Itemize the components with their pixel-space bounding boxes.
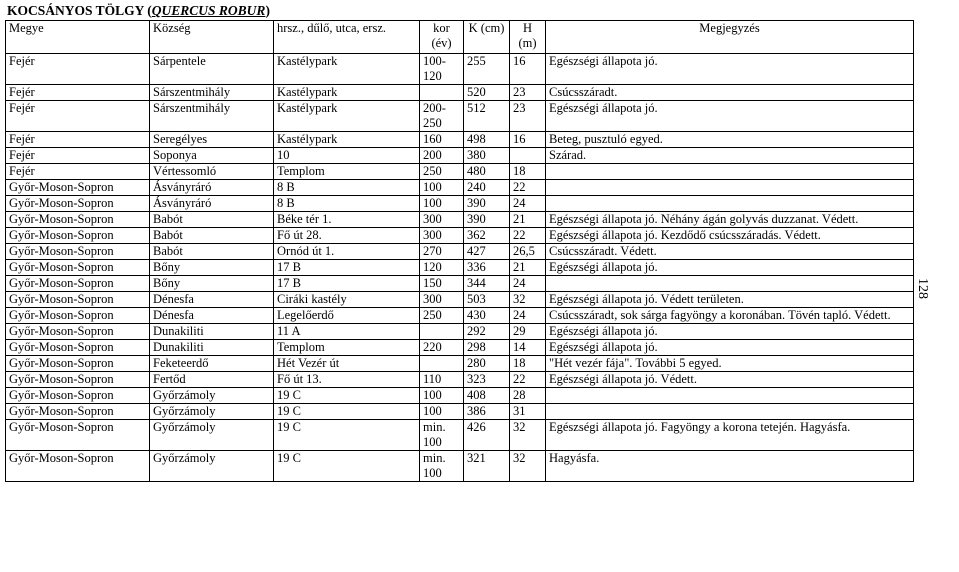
cell-kozseg: Babót bbox=[150, 212, 274, 228]
cell-hrsz: 11 A bbox=[274, 324, 420, 340]
cell-megjegyzes: Egészségi állapota jó. bbox=[546, 260, 914, 276]
cell-hrsz: 19 C bbox=[274, 388, 420, 404]
cell-hrsz: Kastélypark bbox=[274, 132, 420, 148]
table-row bbox=[6, 212, 914, 228]
title-close: ) bbox=[265, 3, 270, 18]
cell-h: 32 bbox=[510, 451, 546, 482]
cell-megye: Győr-Moson-Sopron bbox=[6, 451, 150, 482]
cell-kor: 250 bbox=[420, 308, 464, 324]
cell-kozseg: Seregélyes bbox=[150, 132, 274, 148]
cell-megye: Fejér bbox=[6, 148, 150, 164]
cell-megye: Győr-Moson-Sopron bbox=[6, 244, 150, 260]
title-latin-name: QUERCUS ROBUR bbox=[151, 3, 266, 18]
cell-k: 255 bbox=[464, 54, 510, 85]
table-row bbox=[6, 164, 914, 180]
cell-megjegyzes bbox=[546, 196, 914, 212]
cell-k: 280 bbox=[464, 356, 510, 372]
table-row bbox=[6, 420, 914, 451]
cell-kozseg: Győrzámoly bbox=[150, 451, 274, 482]
table-row bbox=[6, 324, 914, 340]
cell-k: 520 bbox=[464, 85, 510, 101]
document-title bbox=[7, 3, 270, 19]
table-row bbox=[6, 388, 914, 404]
cell-kozseg: Bőny bbox=[150, 276, 274, 292]
cell-kozseg: Fertőd bbox=[150, 372, 274, 388]
cell-hrsz: 8 B bbox=[274, 180, 420, 196]
cell-megye: Győr-Moson-Sopron bbox=[6, 180, 150, 196]
cell-megye: Fejér bbox=[6, 54, 150, 85]
cell-h: 32 bbox=[510, 292, 546, 308]
col-header-h: H (m) bbox=[510, 21, 546, 54]
cell-megye: Győr-Moson-Sopron bbox=[6, 356, 150, 372]
cell-kozseg: Győrzámoly bbox=[150, 388, 274, 404]
cell-megye: Fejér bbox=[6, 85, 150, 101]
cell-kor bbox=[420, 356, 464, 372]
cell-kor: 150 bbox=[420, 276, 464, 292]
col-header-megye: Megye bbox=[6, 21, 150, 54]
cell-h: 21 bbox=[510, 212, 546, 228]
cell-kor: min. 100 bbox=[420, 451, 464, 482]
cell-k: 498 bbox=[464, 132, 510, 148]
table-row bbox=[6, 180, 914, 196]
cell-megye: Győr-Moson-Sopron bbox=[6, 372, 150, 388]
cell-h: 32 bbox=[510, 420, 546, 451]
cell-hrsz: Béke tér 1. bbox=[274, 212, 420, 228]
cell-kor: 100 bbox=[420, 196, 464, 212]
cell-kozseg: Sárszentmihály bbox=[150, 101, 274, 132]
page-number: 128 bbox=[915, 278, 930, 299]
cell-kozseg: Soponya bbox=[150, 148, 274, 164]
cell-kozseg: Vértessomló bbox=[150, 164, 274, 180]
cell-megjegyzes: Egészségi állapota jó. bbox=[546, 54, 914, 85]
table-row bbox=[6, 308, 914, 324]
cell-h: 26,5 bbox=[510, 244, 546, 260]
cell-h: 24 bbox=[510, 308, 546, 324]
cell-hrsz: 19 C bbox=[274, 420, 420, 451]
cell-k: 512 bbox=[464, 101, 510, 132]
table-row bbox=[6, 196, 914, 212]
cell-megye: Győr-Moson-Sopron bbox=[6, 196, 150, 212]
cell-kor bbox=[420, 85, 464, 101]
cell-h: 22 bbox=[510, 180, 546, 196]
cell-kor: 300 bbox=[420, 228, 464, 244]
cell-k: 390 bbox=[464, 212, 510, 228]
cell-k: 336 bbox=[464, 260, 510, 276]
cell-hrsz: 19 C bbox=[274, 404, 420, 420]
cell-hrsz: 19 C bbox=[274, 451, 420, 482]
table-row bbox=[6, 276, 914, 292]
table-row bbox=[6, 228, 914, 244]
cell-kozseg: Babót bbox=[150, 228, 274, 244]
cell-kozseg: Dénesfa bbox=[150, 292, 274, 308]
cell-megjegyzes: Csúcsszáradt, sok sárga fagyöngy a koronában. Tövén tapló. Védett. bbox=[546, 308, 914, 324]
cell-hrsz: Kastélypark bbox=[274, 85, 420, 101]
cell-kozseg: Győrzámoly bbox=[150, 420, 274, 451]
col-header-hrsz: hrsz., dűlő, utca, ersz. bbox=[274, 21, 420, 54]
cell-kozseg: Sárszentmihály bbox=[150, 85, 274, 101]
col-header-kozseg: Község bbox=[150, 21, 274, 54]
cell-kor: 100 bbox=[420, 404, 464, 420]
cell-megjegyzes: Egészségi állapota jó. bbox=[546, 324, 914, 340]
cell-k: 430 bbox=[464, 308, 510, 324]
table-row bbox=[6, 292, 914, 308]
cell-hrsz: Kastélypark bbox=[274, 54, 420, 85]
cell-kor: 250 bbox=[420, 164, 464, 180]
cell-hrsz: Templom bbox=[274, 164, 420, 180]
cell-kor bbox=[420, 324, 464, 340]
cell-h: 24 bbox=[510, 276, 546, 292]
cell-h: 28 bbox=[510, 388, 546, 404]
cell-kor: 100-120 bbox=[420, 54, 464, 85]
cell-megye: Győr-Moson-Sopron bbox=[6, 308, 150, 324]
cell-kozseg: Sárpentele bbox=[150, 54, 274, 85]
cell-hrsz: Ornód út 1. bbox=[274, 244, 420, 260]
cell-kozseg: Ásványráró bbox=[150, 180, 274, 196]
cell-megjegyzes: Egészségi állapota jó. bbox=[546, 340, 914, 356]
cell-megjegyzes: Csúcsszáradt. bbox=[546, 85, 914, 101]
table-row bbox=[6, 148, 914, 164]
cell-megjegyzes: Egészségi állapota jó. bbox=[546, 101, 914, 132]
cell-megjegyzes bbox=[546, 388, 914, 404]
cell-k: 427 bbox=[464, 244, 510, 260]
col-header-megjegyzes: Megjegyzés bbox=[546, 21, 914, 54]
header-row bbox=[6, 21, 914, 54]
cell-megye: Győr-Moson-Sopron bbox=[6, 340, 150, 356]
cell-megjegyzes: Hagyásfa. bbox=[546, 451, 914, 482]
col-header-k: K (cm) bbox=[464, 21, 510, 54]
cell-kozseg: Dunakiliti bbox=[150, 324, 274, 340]
table-row bbox=[6, 340, 914, 356]
table-row bbox=[6, 372, 914, 388]
cell-hrsz: Templom bbox=[274, 340, 420, 356]
cell-hrsz: Ciráki kastély bbox=[274, 292, 420, 308]
cell-kor: 120 bbox=[420, 260, 464, 276]
cell-k: 362 bbox=[464, 228, 510, 244]
cell-h: 16 bbox=[510, 132, 546, 148]
table-row bbox=[6, 404, 914, 420]
cell-megye: Győr-Moson-Sopron bbox=[6, 260, 150, 276]
cell-megye: Győr-Moson-Sopron bbox=[6, 276, 150, 292]
cell-h: 22 bbox=[510, 372, 546, 388]
cell-megye: Győr-Moson-Sopron bbox=[6, 404, 150, 420]
cell-hrsz: Kastélypark bbox=[274, 101, 420, 132]
cell-kozseg: Feketeerdő bbox=[150, 356, 274, 372]
cell-k: 323 bbox=[464, 372, 510, 388]
cell-hrsz: 17 B bbox=[274, 276, 420, 292]
cell-kor: 300 bbox=[420, 292, 464, 308]
cell-h: 31 bbox=[510, 404, 546, 420]
cell-kozseg: Ásványráró bbox=[150, 196, 274, 212]
cell-k: 240 bbox=[464, 180, 510, 196]
cell-kor: 200-250 bbox=[420, 101, 464, 132]
cell-megjegyzes: Szárad. bbox=[546, 148, 914, 164]
cell-h: 18 bbox=[510, 164, 546, 180]
cell-megye: Fejér bbox=[6, 132, 150, 148]
cell-k: 480 bbox=[464, 164, 510, 180]
cell-kor: min. 100 bbox=[420, 420, 464, 451]
cell-k: 408 bbox=[464, 388, 510, 404]
table-row bbox=[6, 356, 914, 372]
title-main: KOCSÁNYOS TÖLGY ( bbox=[7, 3, 152, 18]
table-row bbox=[6, 85, 914, 101]
cell-kor: 200 bbox=[420, 148, 464, 164]
cell-megye: Győr-Moson-Sopron bbox=[6, 292, 150, 308]
cell-megjegyzes: Egészségi állapota jó. Kezdődő csúcsszáradás. Védett. bbox=[546, 228, 914, 244]
col-header-kor: kor (év) bbox=[420, 21, 464, 54]
table-row bbox=[6, 132, 914, 148]
cell-megjegyzes: Egészségi állapota jó. Néhány ágán golyvás duzzanat. Védett. bbox=[546, 212, 914, 228]
cell-hrsz: 17 B bbox=[274, 260, 420, 276]
cell-megjegyzes: Egészségi állapota jó. Védett. bbox=[546, 372, 914, 388]
cell-megjegyzes: Beteg, pusztuló egyed. bbox=[546, 132, 914, 148]
cell-k: 380 bbox=[464, 148, 510, 164]
cell-megjegyzes: Csúcsszáradt. Védett. bbox=[546, 244, 914, 260]
tree-register-table bbox=[5, 20, 914, 482]
cell-h: 24 bbox=[510, 196, 546, 212]
cell-hrsz: Hét Vezér út bbox=[274, 356, 420, 372]
cell-megjegyzes bbox=[546, 404, 914, 420]
cell-megye: Győr-Moson-Sopron bbox=[6, 212, 150, 228]
cell-kozseg: Győrzámoly bbox=[150, 404, 274, 420]
cell-k: 292 bbox=[464, 324, 510, 340]
cell-megye: Győr-Moson-Sopron bbox=[6, 388, 150, 404]
cell-megjegyzes bbox=[546, 164, 914, 180]
cell-megye: Győr-Moson-Sopron bbox=[6, 324, 150, 340]
cell-megjegyzes: Egészségi állapota jó. Fagyöngy a korona tetején. Hagyásfa. bbox=[546, 420, 914, 451]
cell-k: 298 bbox=[464, 340, 510, 356]
cell-hrsz: Fő út 13. bbox=[274, 372, 420, 388]
cell-h: 22 bbox=[510, 228, 546, 244]
table-row bbox=[6, 244, 914, 260]
cell-kor: 160 bbox=[420, 132, 464, 148]
cell-k: 426 bbox=[464, 420, 510, 451]
table-row bbox=[6, 101, 914, 132]
cell-h bbox=[510, 148, 546, 164]
cell-h: 29 bbox=[510, 324, 546, 340]
cell-kozseg: Dunakiliti bbox=[150, 340, 274, 356]
cell-hrsz: Fő út 28. bbox=[274, 228, 420, 244]
cell-kozseg: Bőny bbox=[150, 260, 274, 276]
cell-k: 321 bbox=[464, 451, 510, 482]
cell-hrsz: Legelőerdő bbox=[274, 308, 420, 324]
cell-k: 390 bbox=[464, 196, 510, 212]
cell-h: 23 bbox=[510, 85, 546, 101]
cell-k: 386 bbox=[464, 404, 510, 420]
cell-megjegyzes: "Hét vezér fája". További 5 egyed. bbox=[546, 356, 914, 372]
cell-kozseg: Babót bbox=[150, 244, 274, 260]
cell-h: 21 bbox=[510, 260, 546, 276]
cell-k: 344 bbox=[464, 276, 510, 292]
cell-hrsz: 10 bbox=[274, 148, 420, 164]
cell-kor: 110 bbox=[420, 372, 464, 388]
table-row bbox=[6, 260, 914, 276]
cell-megjegyzes bbox=[546, 276, 914, 292]
cell-k: 503 bbox=[464, 292, 510, 308]
cell-megye: Fejér bbox=[6, 164, 150, 180]
cell-kor: 270 bbox=[420, 244, 464, 260]
cell-megye: Győr-Moson-Sopron bbox=[6, 228, 150, 244]
cell-h: 18 bbox=[510, 356, 546, 372]
cell-megjegyzes: Egészségi állapota jó. Védett területen. bbox=[546, 292, 914, 308]
table-row bbox=[6, 54, 914, 85]
table-row bbox=[6, 451, 914, 482]
cell-kor: 100 bbox=[420, 180, 464, 196]
cell-h: 14 bbox=[510, 340, 546, 356]
cell-kor: 220 bbox=[420, 340, 464, 356]
cell-kozseg: Dénesfa bbox=[150, 308, 274, 324]
cell-megye: Fejér bbox=[6, 101, 150, 132]
cell-kor: 100 bbox=[420, 388, 464, 404]
cell-h: 23 bbox=[510, 101, 546, 132]
cell-hrsz: 8 B bbox=[274, 196, 420, 212]
cell-megye: Győr-Moson-Sopron bbox=[6, 420, 150, 451]
cell-kor: 300 bbox=[420, 212, 464, 228]
cell-megjegyzes bbox=[546, 180, 914, 196]
cell-h: 16 bbox=[510, 54, 546, 85]
